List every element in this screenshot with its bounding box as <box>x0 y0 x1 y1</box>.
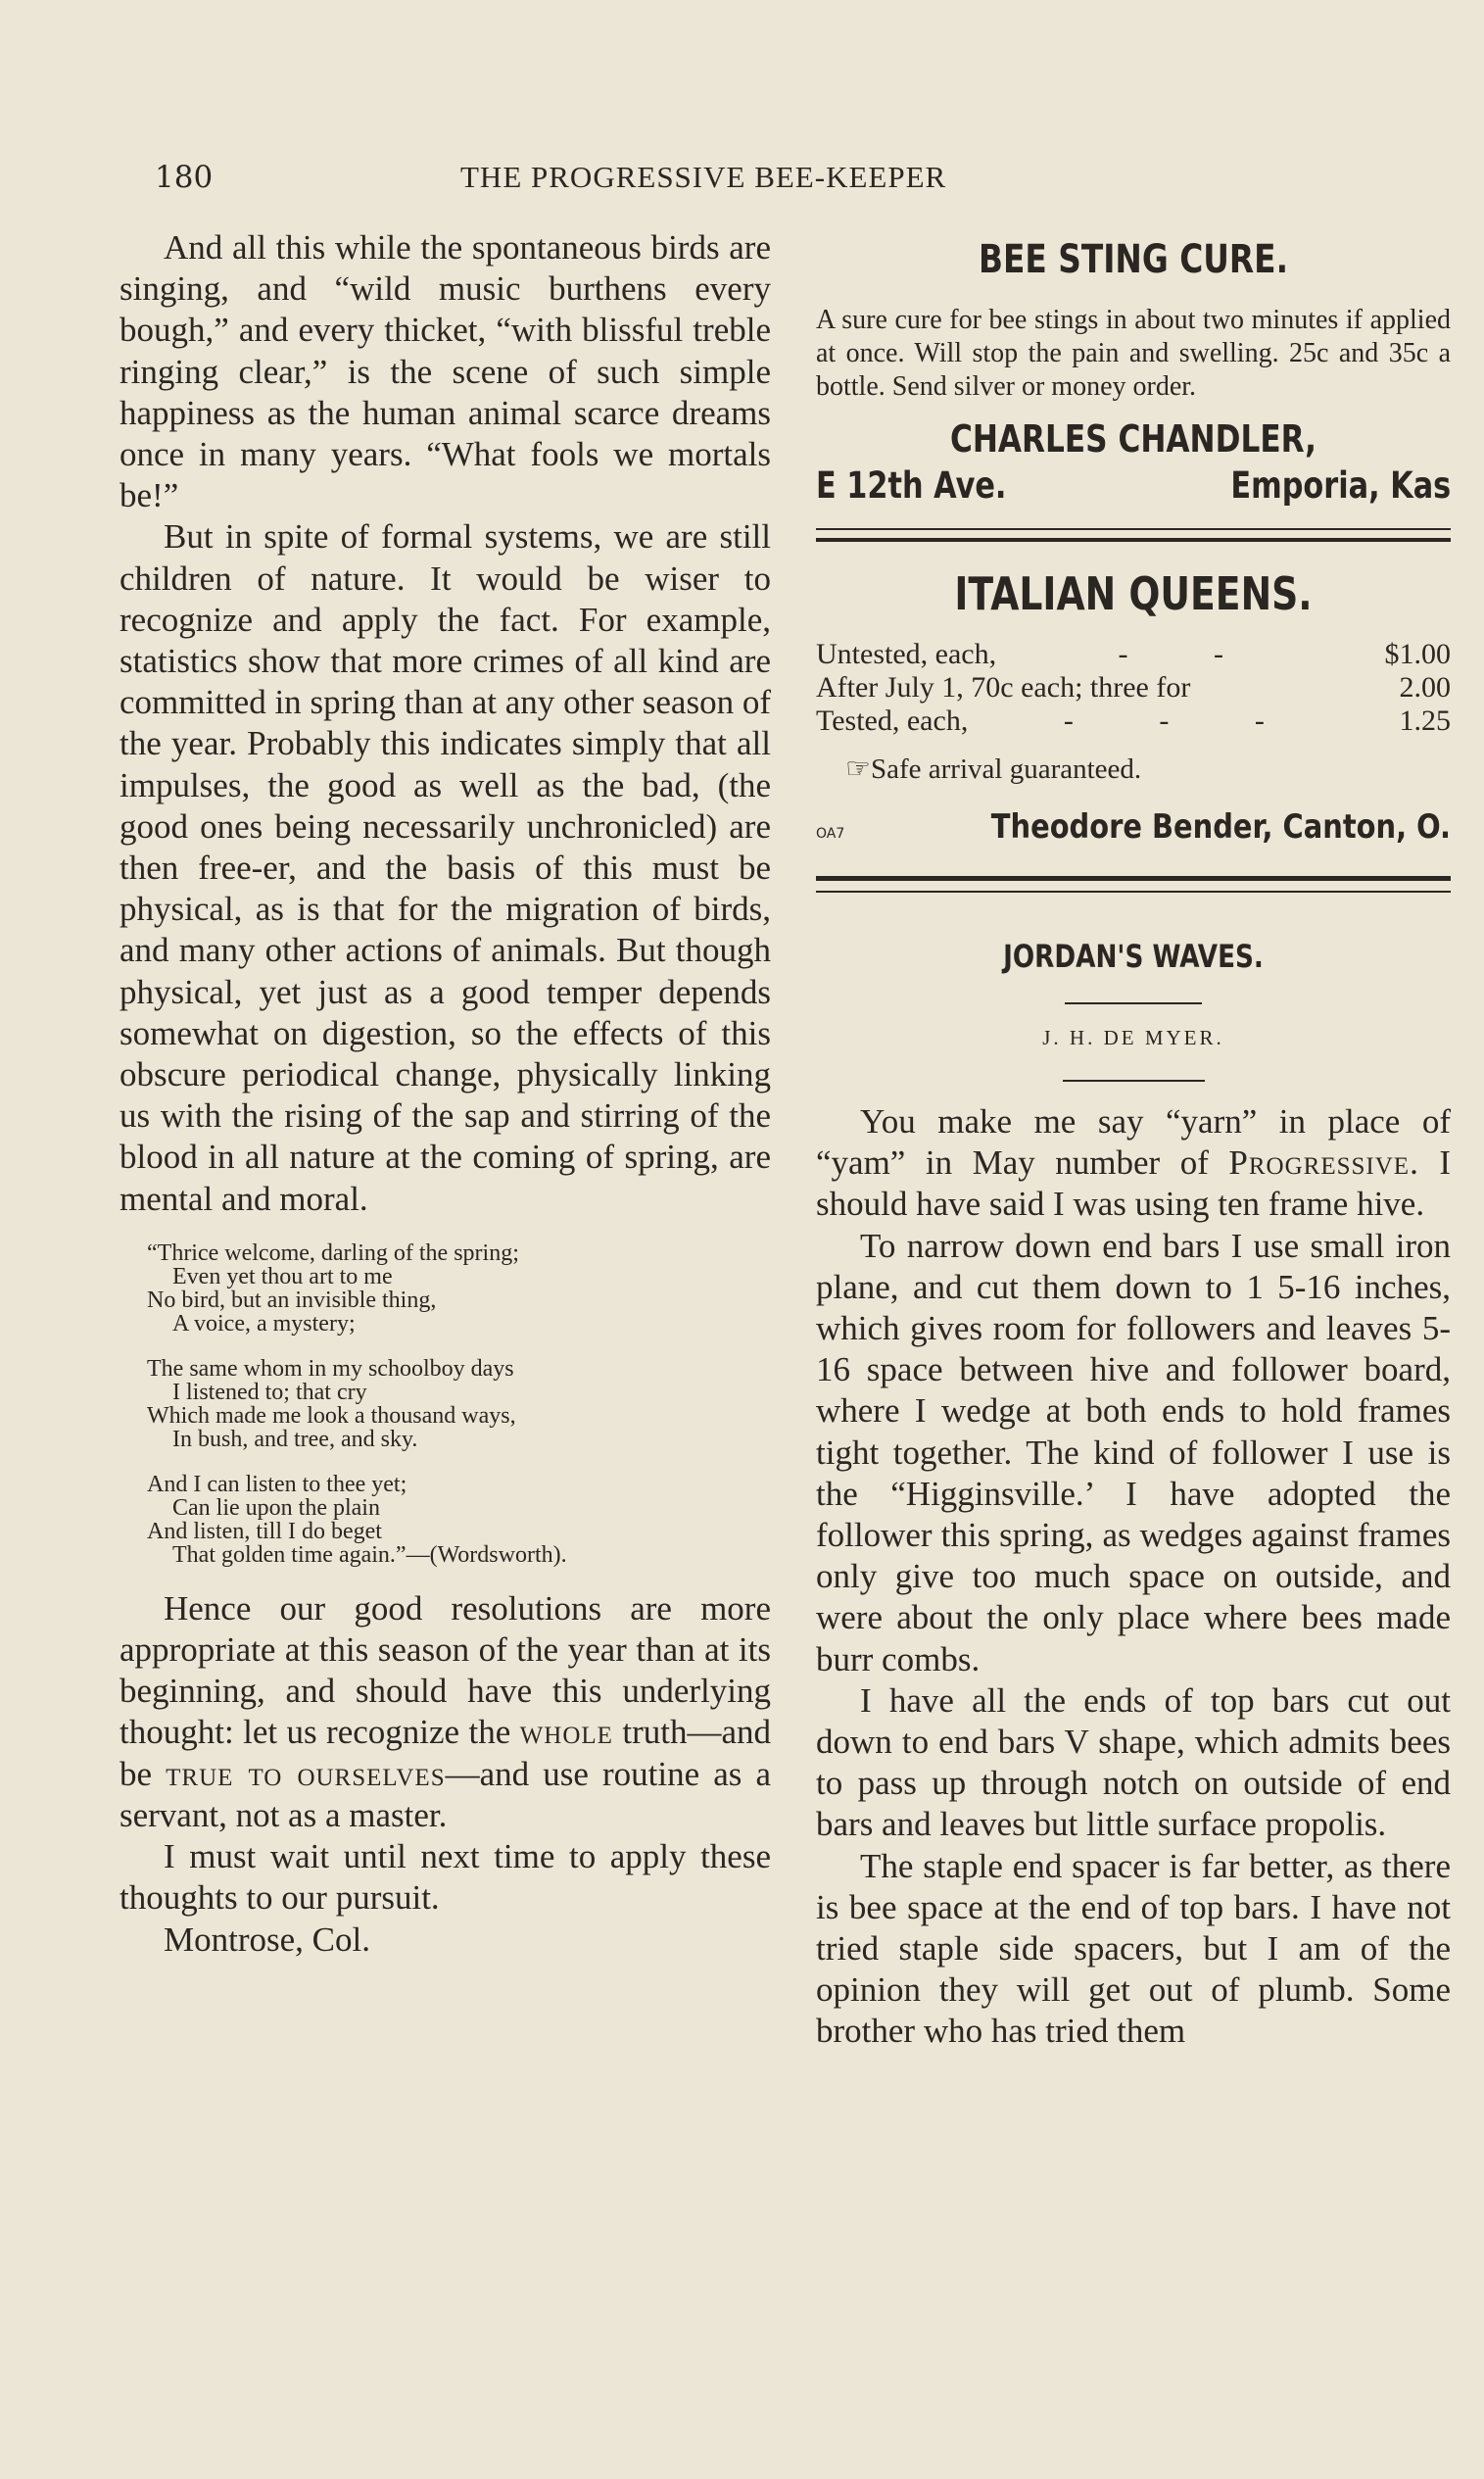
title-rule <box>1065 1002 1202 1004</box>
poem-line: Can lie upon the plain <box>172 1494 380 1521</box>
advertiser-address <box>816 464 1451 507</box>
article-paragraph-1 <box>816 1101 1451 1226</box>
ad-title: ITALIAN QUEENS. <box>954 567 1313 620</box>
divider-rule <box>816 528 1451 542</box>
price-row <box>816 638 1451 671</box>
paragraph-1: And all this while the spontaneous birds are singing, and “wild music burthens every bough,” and every thicket, “with blissful treble ringing clear,” is the scene of such simple happiness as the human animal scarce dreams once in many years. “What fools we mortals be!” <box>120 228 771 515</box>
safe-arrival-text: Safe arrival guaranteed. <box>871 753 1142 785</box>
ad-code: OA7 <box>816 826 845 842</box>
price-leader: - - - <box>1063 705 1304 737</box>
poem-line: And listen, till I do beget <box>147 1518 382 1544</box>
article-paragraph-2: To narrow down end bars I use small iron plane, and cut them down to 1 5-16 inches, which gives room for followers and leaves 5-16 space between hive and follower board, where I wedge at both ends to hold frames tight together. The kind of follower I use is the “Higginsville.’ I have adopted the follower this spring, as wedges against frames only give too much space on outside, and were about the only place where bees made burr combs. <box>816 1226 1451 1678</box>
price-label: Untested, each, <box>816 638 997 670</box>
byline-rule <box>1063 1080 1205 1082</box>
address-city: Emporia, Kas <box>1230 464 1452 507</box>
paragraph-3-text-a: Hence our good resolutions are more appropriate at this season of the year than at its beginning, and should have this underlying thought: let us recognize the <box>120 1588 771 1752</box>
right-column <box>816 227 1451 2053</box>
emphasis-true-to-ourselves: true to ourselves <box>166 1754 446 1793</box>
poem-line: And I can listen to thee yet; <box>147 1471 407 1497</box>
poem-line: I listened to; that cry <box>172 1379 367 1405</box>
page-number: 180 <box>155 160 214 195</box>
poem-quotation <box>147 1241 771 1567</box>
paragraph-3 <box>120 1588 771 1836</box>
poem-line: “Thrice welcome, darling of the spring; <box>147 1240 519 1266</box>
advertiser-signature: Theodore Bender, Canton, O. <box>990 807 1451 847</box>
price-label: Tested, each, <box>816 705 969 737</box>
poem-stanza-1 <box>147 1241 771 1336</box>
article-byline: J. H. DE MYER. <box>1042 1026 1224 1049</box>
ad-title: BEE STING CURE. <box>978 237 1289 282</box>
article-p1-text-a: You make me say “yarn” in place of “yam” in May number of <box>816 1102 1451 1183</box>
pointing-hand-icon: ☞ <box>845 753 871 785</box>
page-header <box>147 160 1117 203</box>
paragraph-4: I must wait until next time to apply these thoughts to our pursuit. <box>120 1837 771 1918</box>
signoff: Montrose, Col. <box>164 1920 370 1959</box>
price-row <box>816 705 1451 738</box>
paragraph-2: But in spite of formal systems, we are still children of nature. It would be wiser to recognize and apply the fact. For example, statistics show that more crimes of all kind are committed in spring than at any other season of the year. Probably this indicates simply that all impulses, the good as well as the bad, (the good ones being necessarily unchronicled) are then free-er, and the basis of this must be physical, as is that for the migration of birds, and many other actions of animals. But though physical, yet just as a good temper depends somewhat on digestion, so the effects of this obscure periodical change, physically linking us with the rising of the sap and stirring of the blood in all nature at the coming of spring, are mental and moral. <box>120 517 771 1218</box>
running-title: THE PROGRESSIVE BEE-KEEPER <box>460 160 947 194</box>
price-list <box>816 638 1451 738</box>
safe-arrival-note <box>845 752 1451 786</box>
price-leader: - - <box>1118 638 1264 670</box>
ad-footer <box>816 807 1451 847</box>
poem-stanza-2 <box>147 1357 771 1451</box>
price-value: $1.00 <box>1384 638 1451 670</box>
poem-line: Which made me look a thousand ways, <box>147 1402 516 1429</box>
poem-line: The same whom in my schoolboy days <box>147 1355 514 1382</box>
paragraph-3-text-c: —and use routine as a servant, not as a master. <box>120 1754 771 1834</box>
emphasis-whole: whole <box>519 1713 613 1752</box>
left-column <box>120 227 771 1961</box>
emphasis-progressive: Progressive. <box>1228 1143 1419 1183</box>
poem-stanza-3 <box>147 1473 771 1567</box>
poem-line: That golden time again.”—(Wordsworth). <box>172 1541 567 1568</box>
ad-text: A sure cure for bee stings in about two minutes if applied at once. Will stop the pain and swelling. 25c and 35c a bottle. Send silver or money order. <box>816 305 1451 402</box>
poem-line: No bird, but an invisible thing, <box>147 1287 437 1313</box>
price-value: 2.00 <box>1399 671 1451 704</box>
price-leader <box>1190 671 1399 705</box>
advertiser-name: CHARLES CHANDLER, <box>949 417 1317 461</box>
price-row <box>816 671 1451 705</box>
article-p1-text-b: I should have said I was using ten frame hive. <box>816 1143 1452 1224</box>
ad-italian-queens <box>816 567 1451 847</box>
poem-line: Even yet thou art to me <box>172 1263 393 1289</box>
price-label: After July 1, 70c each; three for <box>816 671 1191 704</box>
article-title: JORDAN'S WAVES. <box>1003 938 1264 975</box>
poem-line: In bush, and tree, and sky. <box>172 1426 418 1452</box>
address-street: E 12th Ave. <box>816 464 1007 507</box>
article-paragraph-4: The staple end spacer is far better, as there is bee space at the end of top bars. I have not tried staple side spacers, but I am of the opinion they will get out of plumb. Some brother who has tried them <box>816 1846 1451 2051</box>
article-paragraph-3: I have all the ends of top bars cut out down to end bars V shape, which admits bees to pass up through notch on outside of end bars and leaves but little surface propolis. <box>816 1680 1451 1844</box>
poem-line: A voice, a mystery; <box>172 1310 356 1337</box>
paragraph-3-text-b: truth—and be <box>120 1713 772 1793</box>
ad-bee-sting-cure <box>816 237 1451 507</box>
article-jordans-waves <box>816 938 1451 2053</box>
price-value: 1.25 <box>1399 705 1451 737</box>
divider-rule <box>816 876 1451 893</box>
